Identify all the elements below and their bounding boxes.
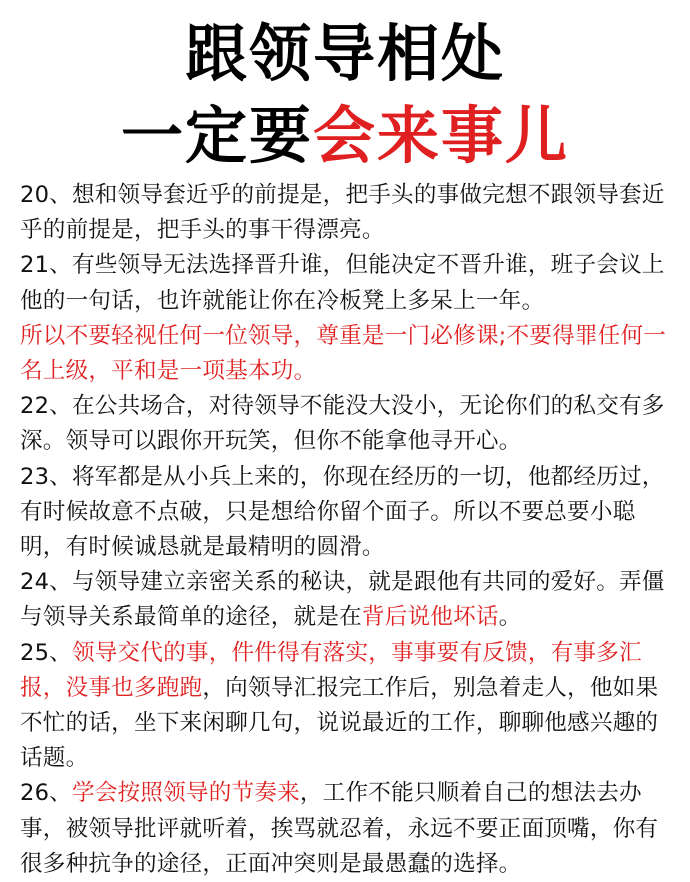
item-26-highlight: 学会按照领导的节奏来 [71, 780, 300, 807]
item-25-number: 25、 [20, 639, 72, 666]
content-body [20, 178, 676, 882]
item-25 [20, 636, 676, 777]
item-24 [20, 565, 676, 635]
item-20: 20、想和领导套近乎的前提是，把手头的事做完想不跟领导套近乎的前提是，把手头的事干得漂亮。 [20, 182, 665, 244]
item-25-highlight: 领导交代的事，件件得有落实，事事要有反馈，有事多汇报，没事也多跑跑 [20, 639, 642, 701]
item-24-highlight: 背后说他坏话 [361, 604, 499, 631]
title-line-2-red: 会来事儿 [313, 99, 570, 172]
item-21: 21、有些领导无法选择晋升谁，但能决定不晋升谁，班子会议上他的一句话，也许就能让你在冷板凳上多呆上一年。 [20, 252, 665, 314]
item-25-text: ，向领导汇报完工作后，别急着走人，他如果不忙的话，坐下来闲聊几句，说说最近的工作，聊聊他感兴趣的话题。 [20, 674, 659, 772]
item-21-highlight: 所以不要轻视任何一位领导，尊重是一门必修课;不要得罪任何一名上级，平和是一项基本功。 [20, 322, 667, 385]
item-24-end: 。 [498, 604, 522, 631]
title-block [0, 0, 690, 173]
item-26 [20, 776, 676, 882]
item-26-text: ，工作不能只顺着自己的想法去办事，被领导批评就听着，挨骂就忍着，永远不要正面顶嘴，你有很多种抗争的途径，正面冲突则是最愚蠢的选择。 [20, 780, 659, 877]
item-24-text: 24、与领导建立亲密关系的秘诀，就是跟他有共同的爱好。弄僵与领导关系最简单的途径，就是在 [20, 569, 665, 631]
item-26-number: 26、 [20, 780, 72, 807]
item-22: 22、在公共场合，对待领导不能没大没小，无论你们的私交有多深。领导可以跟你开玩笑，但你不能拿他寻开心。 [20, 393, 665, 455]
title-line-2 [0, 99, 690, 173]
title-line-1: 跟领导相处 [184, 17, 505, 90]
title-line-2-black: 一定要 [120, 99, 313, 172]
item-23: 23、将军都是从小兵上来的，你现在经历的一切，他都经历过，有时候故意不点破，只是想给你留个面子。所以不要总要小聪明，有时候诚恳就是最精明的圆滑。 [20, 463, 665, 561]
